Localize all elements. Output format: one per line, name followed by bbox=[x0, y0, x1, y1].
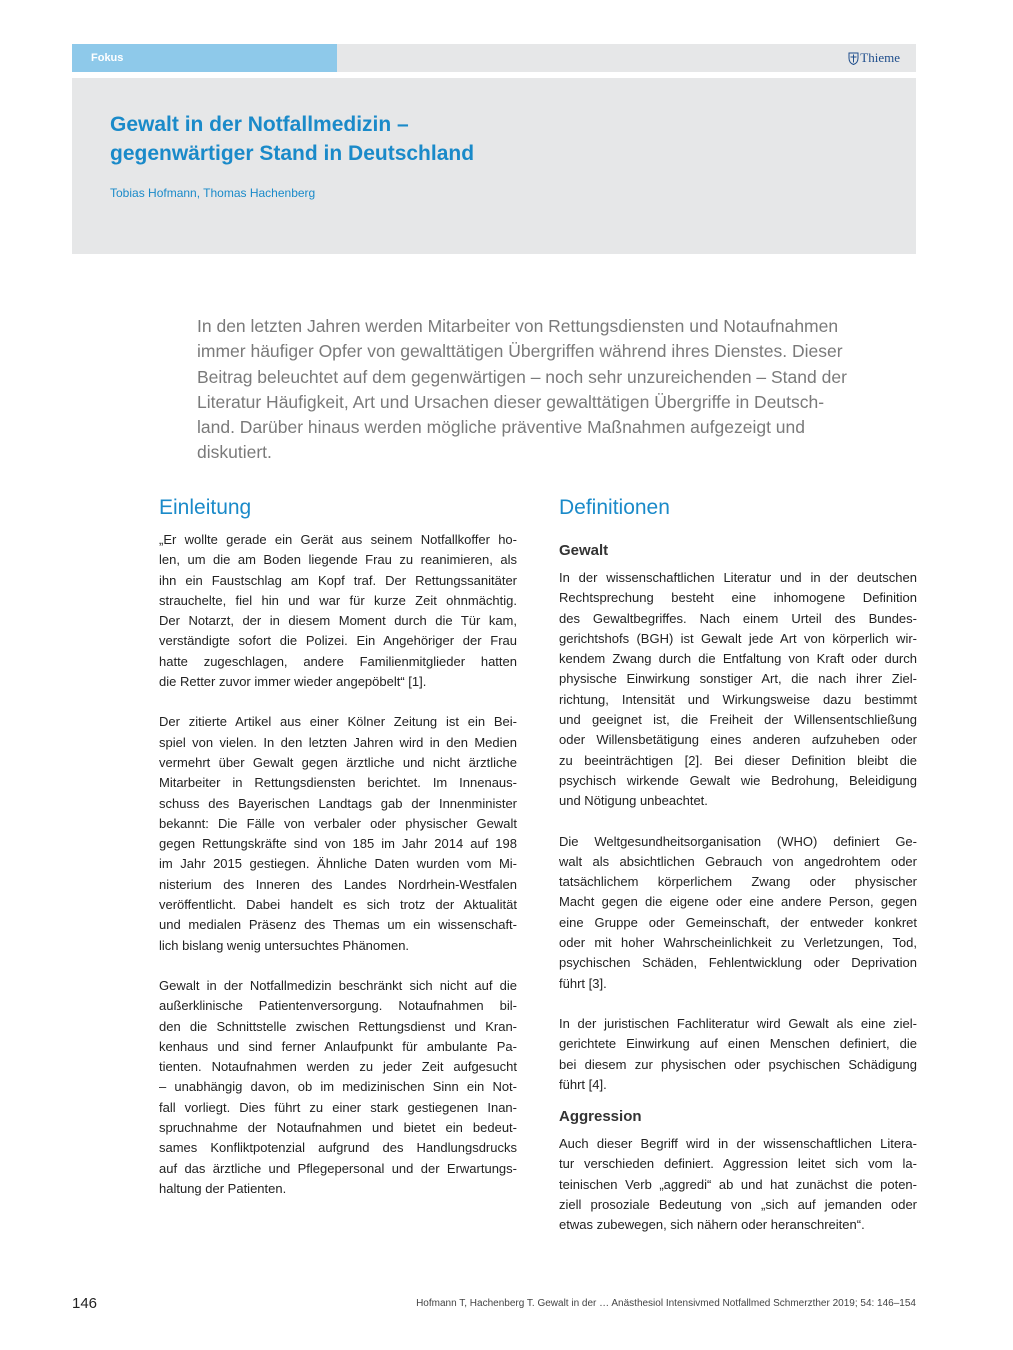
text-line: die Retter zuvor immer wieder angepöbelt“ [1]. bbox=[159, 674, 427, 690]
text-line: ihn ein Faustschlag am Kopf traf. Der Rettungssanitäter bbox=[159, 572, 517, 588]
paragraph bbox=[559, 1014, 917, 1095]
text-line: Rechtsprechung besteht eine inhomogene Definition bbox=[559, 590, 917, 606]
text-line: tatsächlichem körperlichem Zwang oder physischer bbox=[559, 874, 917, 890]
paragraph bbox=[559, 568, 917, 812]
top-bar bbox=[72, 44, 916, 72]
text-line: eine Gruppe oder Gemeinschaft, der entweder konkret bbox=[559, 914, 917, 930]
text-line: walt als absichtlichen Gebrauch von angedrohtem oder bbox=[559, 853, 917, 869]
paragraph bbox=[159, 530, 517, 692]
subheading-gewalt: Gewalt bbox=[559, 542, 609, 559]
citation-footer: Hofmann T, Hachenberg T. Gewalt in der … Anästhesiol Intensivmed Notfallmed Schmerzther 2019; 54: 146–154 bbox=[416, 1298, 916, 1309]
text-line: lich bislang wenig untersuchtes Phänomen. bbox=[159, 937, 410, 953]
publisher-logo bbox=[848, 50, 900, 66]
text-line: führt [4]. bbox=[559, 1076, 607, 1092]
left-column bbox=[159, 494, 517, 1199]
text-line: len, um die am Boden liegende Frau zu reanimieren, als bbox=[159, 552, 517, 568]
text-line: gerichtete Einwirkung auf einen Menschen definiert, die bbox=[559, 1036, 917, 1052]
text-line: oder mit hoher Wahrscheinlichkeit zu Verletzungen, Tod, bbox=[559, 935, 917, 951]
paragraph bbox=[559, 832, 917, 994]
text-line: Der zitierte Artikel aus einer Kölner Zeitung ist ein Bei- bbox=[159, 714, 517, 730]
heading-definitionen: Definitionen bbox=[559, 496, 670, 519]
paragraph bbox=[159, 976, 517, 1199]
text-line: Die Weltgesundheitsorganisation (WHO) definiert Ge- bbox=[559, 833, 917, 849]
text-line: land. Darüber hinaus werden mögliche präventive Maßnahmen aufgezeigt und bbox=[197, 417, 806, 438]
text-line: In der wissenschaftlichen Literatur und in der deutschen bbox=[559, 570, 917, 585]
text-line: Beitrag beleuchtet auf dem gegenwärtigen – noch sehr unzureichenden – Stand der bbox=[197, 366, 847, 387]
text-line: physische Einwirkung sonstiger Art, die nach ihrer Ziel- bbox=[559, 671, 917, 687]
text-line: Auch dieser Begriff wird in der wissenschaftlichen Litera- bbox=[559, 1136, 917, 1152]
text-line: und medialen Präsenz des Themas um ein wissenschaft- bbox=[159, 917, 517, 933]
text-line: Gewalt in der Notfallmedizin beschränkt sich nicht auf die bbox=[159, 977, 517, 993]
subheading-aggression: Aggression bbox=[559, 1108, 642, 1126]
text-line: verständigte sofort die Polizei. Ein Angehöriger der Frau bbox=[159, 633, 517, 649]
text-line: führt [3]. bbox=[559, 975, 607, 991]
text-line: tienten. Notaufnahmen werden zu jeder Zeit aufgesucht bbox=[159, 1059, 517, 1075]
heading-einleitung: Einleitung bbox=[159, 496, 252, 519]
text-line: haltung der Patienten. bbox=[159, 1180, 287, 1196]
text-line: kendem Zwang durch die Entfaltung von Kraft oder durch bbox=[559, 651, 917, 667]
text-line: tur verschieden definiert. Aggression leitet sich vom la- bbox=[559, 1156, 917, 1172]
text-line: den die Schnittstelle zwischen Rettungsdienst und Kran- bbox=[159, 1018, 517, 1034]
text-line: sames Konfliktpotenzial aufgrund des Handlungsdrucks bbox=[159, 1140, 517, 1156]
text-line: gerichtshofs (BGH) ist Gewalt jede Art von körperlich wir- bbox=[559, 630, 917, 646]
title-line: Gewalt in der Notfallmedizin – bbox=[110, 113, 409, 136]
text-line: vermehrt über Gewalt gegen ärztliche und nicht ärztliche bbox=[159, 754, 517, 770]
page-number: 146 bbox=[72, 1295, 98, 1312]
text-line: „Er wollte gerade ein Gerät aus seinem Notfallkoffer ho- bbox=[159, 532, 517, 547]
text-line: des Gewaltbegriffes. Nach einem Urteil des Bundes- bbox=[559, 610, 917, 626]
text-line: schuss des Bayerischen Landtags gab der Innenminister bbox=[159, 795, 517, 811]
text-line: und geeignet ist, die Freiheit der Willensentschließung bbox=[559, 712, 917, 728]
title-line: gegenwärtiger Stand in Deutschland bbox=[110, 142, 475, 165]
text-line: – unabhängig davon, ob im medizinischen Sinn ein Not- bbox=[159, 1079, 517, 1095]
text-line: psychischen Schäden, Fehlentwicklung oder Deprivation bbox=[559, 955, 917, 971]
publisher-name: Thieme bbox=[860, 50, 900, 65]
text-line: oder Willensbetätigung eines anderen aufzuheben oder bbox=[559, 732, 917, 748]
thieme-shield-icon bbox=[848, 52, 859, 65]
text-line: gegen Rettungskräfte sind von 185 im Jahr 2014 auf 198 bbox=[159, 836, 517, 852]
text-line: ziell prosoziale Bedeutung von „sich auf jemanden oder bbox=[559, 1197, 917, 1213]
text-line: In der juristischen Fachliteratur wird Gewalt als eine ziel- bbox=[559, 1015, 917, 1031]
text-line: zu beeinträchtigen [2]. Bei dieser Definition bleibt die bbox=[559, 752, 917, 768]
text-line: Literatur Häufigkeit, Art und Ursachen dieser gewalttätigen Übergriffe in Deutsch- bbox=[197, 391, 825, 412]
paragraph bbox=[159, 712, 517, 956]
text-line: Mitarbeiter in Rettungsdiensten berichtet. Im Innenaus- bbox=[159, 775, 517, 791]
text-line: außerklinische Patientenversorgung. Notaufnahmen bil- bbox=[159, 998, 517, 1014]
text-line: Macht gegen die eigene oder eine andere Person, gegen bbox=[559, 894, 917, 910]
text-line: richtung, Intensität und Wirkungsweise dazu bestimmt bbox=[559, 691, 917, 707]
text-line: diskutiert. bbox=[197, 442, 272, 463]
text-line: spiel von vielen. In den letzten Jahren wird in den Medien bbox=[159, 734, 517, 750]
right-column bbox=[559, 494, 917, 1236]
abstract bbox=[197, 314, 897, 466]
text-line: strauchelte, fiel hin und war für kurze Zeit ohnmächtig. bbox=[159, 592, 517, 608]
text-line: etwas zubewegen, sich nähern oder heranschreiten“. bbox=[559, 1217, 865, 1233]
text-line: und Nötigung unbeachtet. bbox=[559, 793, 708, 809]
text-line: veröffentlicht. Dabei handelt es sich trotz der Aktualität bbox=[159, 897, 517, 913]
text-line: fall vorliegt. Dies führt zu einer stark gestiegenen Inan- bbox=[159, 1099, 517, 1115]
title-block bbox=[72, 78, 916, 254]
text-line: auf das ärztliche und Pflegepersonal und der Erwartungs- bbox=[159, 1160, 517, 1176]
text-line: hatte zugeschlagen, andere Familienmitglieder hatten bbox=[159, 653, 517, 669]
text-line: immer häufiger Opfer von gewalttätigen Übergriffen während ihres Dienstes. Dieser bbox=[197, 341, 843, 362]
text-line: psychisch wirkende Gewalt wie Bedrohung, Beleidigung bbox=[559, 772, 917, 788]
article-title bbox=[110, 110, 810, 168]
text-line: spruchnahme der Notaufnahmen und bietet ein bedeut- bbox=[159, 1120, 517, 1136]
text-line: nisterium des Inneren des Landes Nordrhein-Westfalen bbox=[159, 876, 517, 892]
text-line: bei diesem zur physischen oder psychischen Schädigung bbox=[559, 1056, 917, 1072]
authors: Tobias Hofmann, Thomas Hachenberg bbox=[110, 186, 316, 200]
text-line: im Jahr 2015 gestiegen. Ähnliche Daten wurden vom Mi- bbox=[159, 856, 517, 872]
paragraph bbox=[559, 1134, 917, 1235]
section-label: Fokus bbox=[72, 44, 337, 72]
text-line: teinischen Verb „aggredi“ ab und hat zunächst die poten- bbox=[559, 1176, 917, 1192]
text-line: bekannt: Die Fälle von verbaler oder physischer Gewalt bbox=[159, 815, 517, 831]
text-line: kenhaus und sind ferner Anlaufpunkt für ambulante Pa- bbox=[159, 1038, 517, 1054]
text-line: In den letzten Jahren werden Mitarbeiter von Rettungsdiensten und Notaufnahmen bbox=[197, 316, 839, 336]
text-line: Der Notarzt, der in diesem Moment durch die Tür kam, bbox=[159, 613, 517, 629]
